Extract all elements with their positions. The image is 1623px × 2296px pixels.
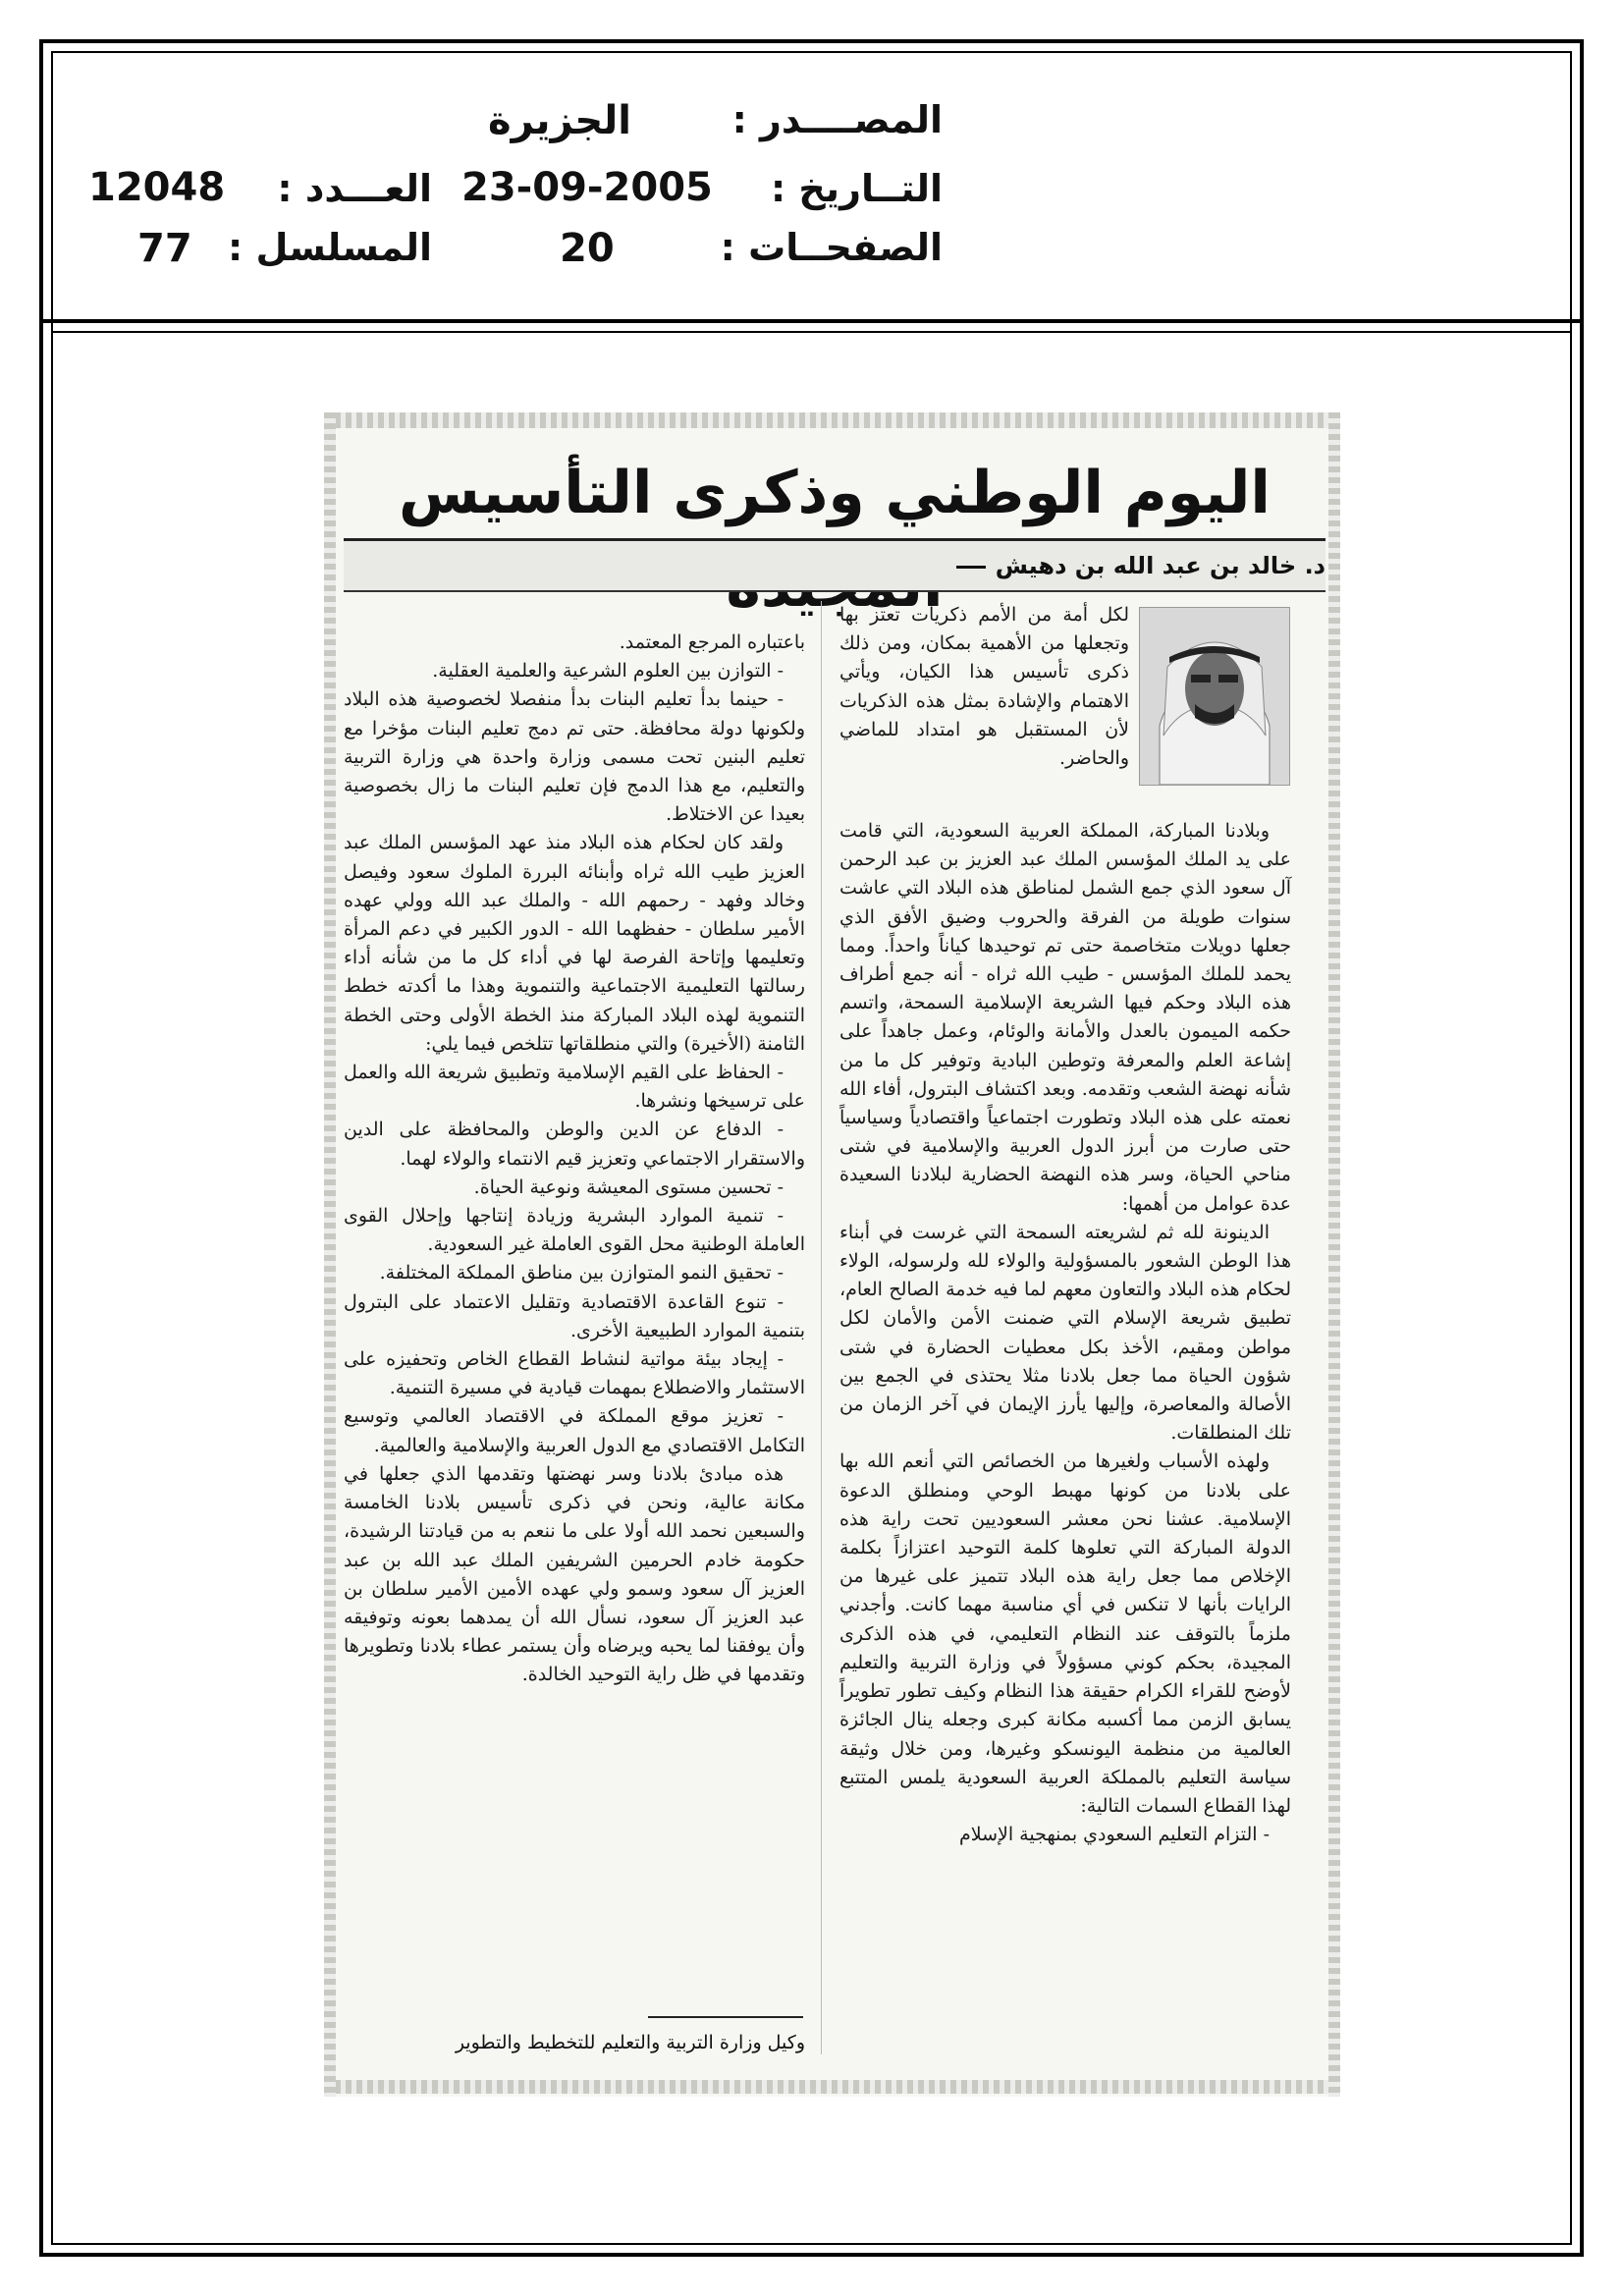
- article-right-column: [839, 817, 1291, 1849]
- article-author: [344, 541, 1325, 590]
- left-paragraph-2: - التوازن بين العلوم الشرعية والعلمية العقلية.: [432, 660, 784, 683]
- left-paragraph-9: - تحقيق النمو المتوازن بين مناطق المملكة المختلفة.: [379, 1262, 784, 1285]
- left-paragraph-13: هذه مبادئ بلادنا وسر نهضتها وتقدمها الذي جعلها في مكانة عالية، ونحن في ذكرى تأسيس بلادنا الخامسة والسبعين نحمد الله أولا على ما ننعم به من قيادتنا الرشيدة، حكومة خادم الحرمين الشريفين الملك عبد الله بن عبد العزيز آل سعود وسمو ولي عهده الأمين الأمير سلطان بن عبد العزيز آل سعود، نسأل الله أن يمدهما بعونه وتوفيقه وأن يوفقنا لما يحبه ويرضاه وأن يستمر عطاء بلادنا وتطويرها وتقدمها في ظل راية التوحيد الخالدة.: [344, 1462, 805, 1686]
- left-paragraph-5: - الحفاظ على القيم الإسلامية وتطبيق شريعة الله والعمل على ترسيخها ونشرها.: [344, 1062, 805, 1113]
- header-divider: [39, 319, 1584, 323]
- article-intro: [839, 601, 1129, 773]
- left-paragraph-6: - الدفاع عن الدين والوطن والمحافظة على الدين والاستقرار الاجتماعي وتعزيز قيم الانتماء والولاء لهما.: [344, 1119, 805, 1170]
- left-paragraph-3: - حينما بدأ تعليم البنات بدأ منفصلا لخصوصية هذه البلاد ولكونها دولة محافظة. حتى تم دمج تعليم البنات مؤخرا مع تعليم البنين تحت مسمى وزارة واحدة هي وزارة التربية والتعليم، مع هذا الدمج فإن تعليم البنات ما زال بخصوصية بعيدا عن الاختلاط.: [344, 688, 805, 826]
- date-label: التــاريخ :: [770, 167, 943, 210]
- clipping-edge-bottom: [324, 2080, 1340, 2094]
- author-name: د. خالد بن عبد الله بن دهيش: [995, 552, 1325, 579]
- clipping-edge-left: [324, 412, 336, 2097]
- author-photo: [1139, 607, 1290, 786]
- right-paragraph-3: ولهذه الأسباب ولغيرها من الخصائص التي أنعم الله بها على بلادنا من كونها مهبط الوحي ومنطلق الدعوة الإسلامية. عشنا نحن معشر السعوديين تحت راية هذه الدولة المباركة التي تعلوها كلمة التوحيد اعتزازاً بكلمة الإخلاص مما جعل راية هذه البلاد تتميز على غيرها من الرايات بأنها لا تنكس في أي مناسبة مهما كانت. وأجدني ملزماً بالتوقف عند النظام التعليمي، في هذه الذكرى المجيدة، بحكم كوني مسؤولاً في وزارة التربية والتعليم لأوضح للقراء الكرام حقيقة هذا النظام وكيف تطور تطويراً يسابق الزمن مما أكسبه مكانة كبرى وجعله ينال الجائزة العالمية من منظمة اليونسكو وغيرها، ومن خلال وثيقة سياسة التعليم بالمملكة العربية السعودية يلمس المتتبع لهذا القطاع السمات التالية:: [839, 1450, 1291, 1817]
- author-rule: [344, 590, 1325, 592]
- issue-value: 12048: [88, 165, 226, 210]
- serial-label: المسلسل :: [228, 226, 432, 269]
- source-value: الجزيرة: [488, 98, 631, 143]
- right-paragraph-1: وبلادنا المباركة، المملكة العربية السعودية، التي قامت على يد الملك المؤسس الملك عبد العزيز بن عبد الرحمن آل سعود الذي جمع الشمل لمناطق هذه البلاد التي عاشت سنوات طويلة من الفرقة والحروب وضيق الأفق الذي جعلها دويلات متخاصمة حتى تم توحيدها كياناً واحداً. ومما يحمد للملك المؤسس - طيب الله ثراه - أنه جمع أطراف هذه البلاد وحكم فيها الشريعة الإسلامية السمحة، واتسم حكمه الميمون بالعدل والأمانة والوئام، وعمل جاهداً على إشاعة العلم والمعرفة وتوطين البادية وتوفير كل ما من شأنه نهضة الشعب وتقدمه. وبعد اكتشاف البترول، أفاء الله نعمته على هذه البلاد وتطورت اجتماعياً واقتصادياً وسياسياً حتى صارت من أبرز الدول العربية والإسلامية في شتى مناحي الحياة، وسر هذه النهضة الحضارية لبلادنا السعيدة عدة عوامل من أهمها:: [839, 820, 1291, 1215]
- serial-value: 77: [137, 226, 192, 271]
- column-divider: [821, 601, 822, 2054]
- left-paragraph-4: ولقد كان لحكام هذه البلاد منذ عهد المؤسس الملك عبد العزيز طيب الله ثراه وأبنائه البررة الملوك سعود وفيصل وخالد وفهد - رحمهم الله - والملك عبد الله وولي عهده الأمير سلطان - حفظهما الله - الدور الكبير في دعم المرأة وتعليمها وإتاحة الفرصة لها في أداء كل ما من شأنه أداء رسالتها التعليمية الاجتماعية والتنموية وهذا ما أكدته خطط التنموية لهذه البلاد المباركة منذ الخطة الأولى وحتى الخطة الثامنة (الأخيرة) والتي منطلقاتها تتلخص فيما يلي:: [344, 832, 805, 1055]
- article-title: اليوم الوطني وذكرى التأسيس: [399, 459, 1271, 527]
- left-paragraph-11: - إيجاد بيئة مواتية لنشاط القطاع الخاص وتحفيزه على الاستثمار والاضطلاع بمهمات قيادية في مسيرة التنمية.: [344, 1348, 805, 1399]
- pages-label: الصفحــات :: [720, 226, 943, 269]
- left-paragraph-8: - تنمية الموارد البشرية وزيادة إنتاجها وإحلال القوى العاملة الوطنية محل القوى العاملة غير السعودية.: [344, 1205, 805, 1256]
- date-value: 23-09-2005: [461, 165, 713, 210]
- author-portrait-image: [1140, 608, 1289, 785]
- article-left-column: [344, 629, 805, 1690]
- header-divider-inner: [51, 331, 1572, 333]
- author-dash: [956, 566, 986, 569]
- right-paragraph-4: - التزام التعليم السعودي بمنهجية الإسلام: [959, 1824, 1270, 1846]
- pages-value: 20: [560, 226, 615, 271]
- issue-label: العـــدد :: [277, 167, 432, 210]
- source-label: المصــــدر :: [731, 98, 943, 141]
- left-paragraph-12: - تعزيز موقع المملكة في الاقتصاد العالمي وتوسيع التكامل الاقتصادي مع الدول العربية والإسلامية والعالمية.: [344, 1405, 805, 1456]
- clipping-edge-top: [324, 412, 1340, 428]
- left-paragraph-10: - تنوع القاعدة الاقتصادية وتقليل الاعتماد على البترول بتنمية الموارد الطبيعية الأخرى.: [344, 1290, 805, 1341]
- left-paragraph-7: - تحسين مستوى المعيشة ونوعية الحياة.: [473, 1175, 784, 1198]
- left-paragraph-1: باعتباره المرجع المعتمد.: [619, 631, 805, 653]
- right-paragraph-2: الدينونة لله ثم لشريعته السمحة التي غرست في أبناء هذا الوطن الشعور بالمسؤولية والولاء لله ولرسوله، الولاء لحكام هذه البلاد والتعاون معهم لما فيه خدمة الصالح العام، تطبيق شريعة الإسلام التي ضمنت الأمن والأمان لكل مواطن ومقيم، الأخذ بكل معطيات الحضارة في شتى شؤون الحياة مما جعل بلادنا مثلا يحتذى في الجمع بين الأصالة والمعاصرة، وإليها يأرز الإيمان في آخر الزمان من تلك المنطلقات.: [839, 1221, 1291, 1445]
- footnote-rule: [648, 2016, 803, 2018]
- author-affiliation: وكيل وزارة التربية والتعليم للتخطيط والتطوير: [455, 2032, 805, 2053]
- intro-paragraph: لكل أمة من الأمم ذكريات تعتز بها وتجعلها من الأهمية بمكان، ومن ذلك ذكرى تأسيس هذا الكيان، ويأتي الاهتمام والإشادة بمثل هذه الذكريات لأن المستقبل هو امتداد للماضي والحاضر.: [839, 604, 1129, 770]
- clipping-edge-right: [1328, 412, 1340, 2097]
